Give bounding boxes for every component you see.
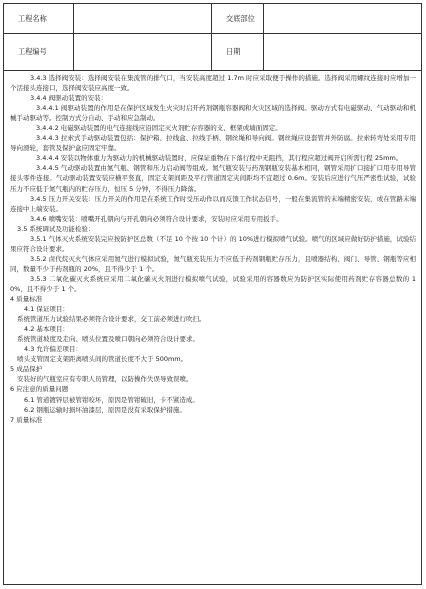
content-paragraph: 4.2 基本项目：	[24, 325, 69, 334]
handover-part-value	[264, 4, 421, 33]
content-paragraph: 安装好的气瓶室应有专职人员管理，以防操作失误导致误喷。	[17, 375, 193, 384]
content-paragraph: 3.4.4 阀驱动装置的安装：	[30, 94, 108, 103]
content-paragraph: 3.4.6 喷嘴安装：喷嘴开孔朝向与开孔朝向必须符合设计要求，安装时应采用专用扳手。	[30, 214, 283, 223]
header-row-2	[4, 34, 421, 71]
content-paragraph: 6.1 管道镀锌层被管钳咬坏，原因是管钳破旧，卡不紧造成。	[24, 395, 199, 404]
content-paragraph: 喷头支管固定支架距离喷头间的管道长度不大于 500mm。	[17, 355, 188, 364]
content-paragraph: 3.4.4.2 电磁驱动装置的电气连接线应沿固定灭火剂贮存容器的支、框架或墙面固定。	[36, 124, 282, 133]
content-paragraph: 3.4.4.5 气动驱动装置由氮气瓶、钢管和压力启动阀等组成。氮气瓶安装与药剂钢瓶安装基本相同，钢管采用扩口接扩口用专用导管接头零件连接。气动驱动装置安装应横平竖直，固定支架间距及平行管道固定夹间距均不宜超过 0.6m。安装后应进行气压严密性试验，试验压力不应低于氮气瓶内的贮存压力，恒压 5 分钟，不得压力降落。	[10, 164, 416, 193]
content-paragraph: 3.4.3 选择阀安装：选择阀安装在集流管的排气口，当安装高度超过 1.7m 时应采取便于操作的措施。选择阀采用螺纹连接时应增加一个活接头连接口，选择阀安装应高度一致。	[10, 74, 416, 93]
content-paragraph: 6.2 钢瓶运输时损坏油漆层，原因是没有采取保护措施。	[24, 405, 186, 414]
content-paragraph: 3.4.4.1 阀驱动装置的作用是在保护区域发生火灾时启开药剂钢瓶容器阀和火灾区域的选择阀。驱动方式有电磁驱动、气动驱动和机械手动驱动等。控制方式分自动、手动和应急制动。	[10, 104, 416, 123]
content-paragraph: 3.5.1 气体灭火系统安装完应按防护区总数（不足 10 个按 10 个计）的 10%进行模拟喷气试验。喷气的区域应做好防护措施，试验结果应符合设计要求。	[10, 234, 416, 253]
content-paragraph: 3.4.4.3 拉索式手动驱动装置包括：保护箱、拉线盒、拉线手柄、钢丝绳和导向阀。钢丝绳应设套管并外防腐。拉索转弯处采用专用导向滑轮，套管及保护盒应固定牢靠。	[10, 134, 416, 153]
content-paragraph: 3.5.3 二氧化碳灭火系统应采用二氧化碳灭火剂进行模拟喷气试验，试验采用的容器数应为防护区实际使用药剂贮存容器总数的 10%，且不得少于 1 个。	[10, 274, 416, 293]
header-row-1	[4, 4, 421, 34]
date-label: 日期	[212, 34, 264, 70]
handover-part-label: 交底部位	[212, 4, 264, 33]
content-paragraph: 3.5 系统调试及功能检验：	[17, 224, 95, 233]
project-no-label: 工程编号	[4, 34, 74, 70]
content-paragraph: 7 质量标准	[10, 415, 43, 424]
date-value	[264, 34, 421, 70]
content-paragraph: 4.3 允许偏差项目：	[24, 345, 82, 354]
handover-content	[4, 71, 421, 584]
content-paragraph: 4 质量标准	[10, 295, 43, 304]
handover-sheet	[3, 3, 422, 585]
content-paragraph: 3.4.4.4 安装以物体重力为驱动力的机械驱动装置时，应保证重物在下落行程中无阻挡，其行程应超过阀开启所需行程 25mm。	[36, 154, 403, 163]
content-paragraph: 3.4.5 压力开关安装：压力开关的作用是在系统工作时受压动作以而反馈工作状态信号，一般在集流管的末端精密安装，或在管路末端连接中上端安装。	[10, 194, 416, 213]
content-paragraph: 系统管道压力试验结果必须符合设计要求，交工前必须进行吹扫。	[17, 315, 206, 324]
project-name-value	[74, 4, 212, 33]
content-paragraph: 4.1 保证项目：	[24, 305, 69, 314]
content-paragraph: 6 应注意的质量问题	[10, 385, 69, 394]
project-name-label: 工程名称	[4, 4, 74, 33]
content-paragraph: 5 成品保护	[10, 365, 43, 374]
content-paragraph: 3.5.2 卤代烷灭火气体应采用氮气进行模拟试验，氮气瓶充装压力不应低于药剂钢瓶贮存压力，且喷器结构、阀门、导管、钢瓶等应相同，数量不少于药剂瓶的 20%，且不得少于 1 个。	[10, 254, 416, 273]
project-no-value	[74, 34, 212, 70]
content-paragraph: 系统管道坡度及走向、喷头位置及喷口朝向必须符合设计要求。	[17, 335, 199, 344]
